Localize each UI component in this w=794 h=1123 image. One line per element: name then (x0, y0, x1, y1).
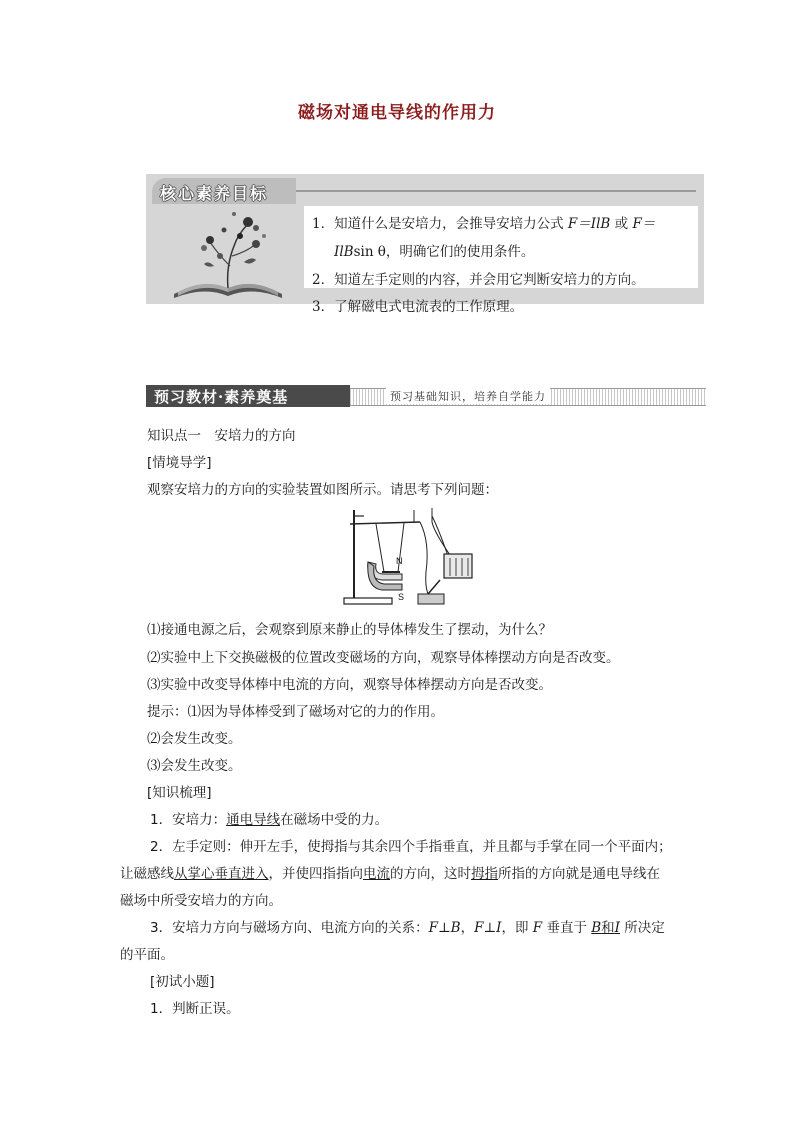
question-3: ⑶实验中改变导体棒中电流的方向，观察导体棒摆动方向是否改变。 (147, 677, 552, 693)
formula: F＝ (632, 216, 656, 232)
question-1: ⑴接通电源之后，会观察到原来静止的导体棒发生了摆动，为什么？ (147, 622, 552, 638)
knowledge-item-2-line-1: 2．左手定则：伸开左手，使拇指与其余四个手指垂直，并且都与手掌在同一个平面内； (150, 839, 672, 855)
banner-title-block (146, 385, 350, 407)
text: 1．安培力： (150, 812, 227, 828)
knowledge-item-1 (150, 808, 388, 828)
intro-text: 观察安培力的方向的实验装置如图所示。请思考下列问题： (147, 482, 498, 498)
knowledge-item-3 (150, 916, 665, 936)
blank-answer: 从掌心垂直进入 (174, 866, 269, 882)
goal-item (312, 238, 688, 266)
text: ， (460, 920, 475, 936)
section-heading: 知识点一 安培力的方向 (147, 428, 296, 444)
magnet-south-label: S (398, 592, 405, 602)
blank-answer: 电流 (363, 866, 390, 882)
goal-text: 或 (610, 216, 633, 232)
divider (296, 190, 696, 192)
core-goals-tab (152, 178, 296, 204)
goal-text: 2．知道左手定则的内容，并会用它判断安培力的方向。 (312, 272, 645, 288)
goal-text: 1．知道什么是安培力，会推导安培力公式 (312, 216, 568, 232)
text: 所决定 (620, 920, 665, 936)
blank-answer: 通电导线 (226, 812, 281, 828)
formula: IlB (334, 244, 354, 260)
goal-item (312, 266, 688, 294)
goal-item (312, 210, 688, 238)
magnet-north-label: N (396, 556, 403, 566)
quiz-label: [初试小题] (150, 974, 215, 990)
hint-2: ⑵会发生改变。 (147, 731, 242, 747)
blank-answer: I (614, 920, 621, 936)
core-goals-tab-label: 核心素养目标 (160, 184, 269, 203)
text: 所指的方向就是通电导线在 (498, 866, 660, 882)
ampere-force-apparatus-figure (340, 502, 480, 608)
quiz-item-1: 1．判断正误。 (150, 1001, 240, 1017)
core-goals-list (312, 210, 688, 321)
text: 3．安培力方向与磁场方向、电流方向的关系： (150, 920, 429, 936)
text: 垂直于 (542, 920, 592, 936)
text: 的方向，这时 (390, 866, 471, 882)
section-banner (146, 385, 706, 407)
knowledge-item-2-line-2 (120, 862, 660, 882)
text: 让磁感线 (120, 866, 174, 882)
question-2: ⑵实验中上下交换磁极的位置改变磁场的方向，观察导体棒摆动方向是否改变。 (147, 650, 620, 666)
knowledge-label: [知识梳理] (147, 785, 212, 801)
text: ，即 (501, 920, 533, 936)
goal-item (312, 293, 688, 321)
open-book-flower-illustration (164, 206, 292, 302)
blank-answer: 和 (601, 920, 615, 936)
knowledge-item-2-line-3: 磁场中所受安培力的方向。 (120, 893, 282, 909)
banner-title: 预习教材·素养奠基 (154, 388, 289, 406)
text: ，并使四指指向 (268, 866, 363, 882)
page-title: 磁场对通电导线的作用力 (298, 103, 496, 123)
formula: F＝IlB (567, 216, 611, 232)
formula: F⊥I (474, 920, 502, 936)
goal-text: sin θ，明确它们的使用条件。 (353, 244, 535, 260)
formula: F (532, 920, 543, 936)
hint-1: 提示：⑴因为导体棒受到了磁场对它的力的作用。 (147, 704, 444, 720)
goal-text: 3．了解磁电式电流表的工作原理。 (312, 299, 524, 315)
blank-answer: B (591, 920, 602, 936)
text: 在磁场中受的力。 (280, 812, 389, 828)
banner-subtitle: 预习基础知识，培养自学能力 (386, 388, 550, 404)
scenario-label: [情境导学] (147, 455, 212, 471)
blank-answer: 拇指 (471, 866, 498, 882)
hint-3: ⑶会发生改变。 (147, 758, 242, 774)
formula: F⊥B (428, 920, 461, 936)
knowledge-item-3-line-2: 的平面。 (120, 947, 174, 963)
